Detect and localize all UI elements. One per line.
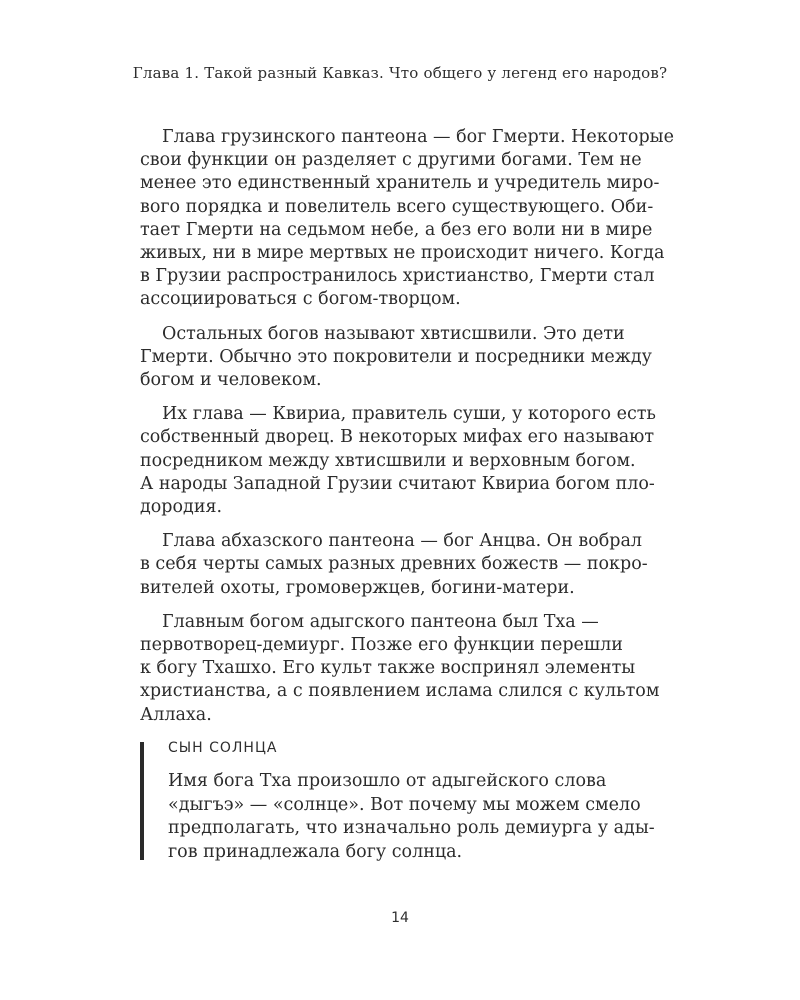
text-line: тает Гмерти на седьмом небе, а без его воли ни в мире xyxy=(140,219,653,240)
text-line: ассоциироваться с богом-творцом. xyxy=(140,289,461,310)
text-line: в себя черты самых разных древних божеств — покро- xyxy=(140,554,648,575)
text-line: вого порядка и повелитель всего существующего. Оби- xyxy=(140,196,654,217)
sidebar-box xyxy=(140,740,700,862)
sidebar-rule xyxy=(140,742,144,860)
page-number: 14 xyxy=(391,910,409,926)
text-line: свои функции он разделяет с другими богами. Тем не xyxy=(140,150,642,171)
text-line: живых, ни в мире мертвых не происходит ничего. Когда xyxy=(140,243,665,264)
sidebar-line: предполагать, что изначально роль демиурга у ады- xyxy=(168,818,655,838)
paragraph-khvtisshvili xyxy=(140,323,688,393)
text-line: собственный дворец. В некоторых мифах его называют xyxy=(140,427,655,448)
sidebar-line: Имя бога Тха произошло от адыгейского слова xyxy=(168,771,607,791)
text-line: вителей охоты, громовержцев, богини-матери. xyxy=(140,577,575,598)
text-line: Остальных богов называют хвтисшвили. Это дети xyxy=(162,323,625,344)
body-text xyxy=(140,126,688,738)
sidebar-line: гов принадлежала богу солнца. xyxy=(168,841,463,862)
text-line: к богу Тхашхо. Его культ также воспринял элементы xyxy=(140,658,636,679)
sidebar-line: «дыгъэ» — «солнце». Вот почему мы можем смело xyxy=(168,794,641,815)
text-line: менее это единственный хранитель и учредитель миро- xyxy=(140,173,660,194)
text-line: Их глава — Квириа, правитель суши, у которого есть xyxy=(162,404,656,425)
text-line: Глава грузинского пантеона — бог Гмерти. Некоторые xyxy=(162,127,674,147)
text-line: христианства, а с появлением ислама слился с культом xyxy=(140,681,660,702)
text-line: Аллаха. xyxy=(140,704,212,725)
text-line: богом и человеком. xyxy=(140,370,322,391)
paragraph-antsva xyxy=(140,530,688,600)
text-line: дородия. xyxy=(140,497,223,518)
text-line: в Грузии распространилось христианство, Гмерти стал xyxy=(140,266,655,287)
running-header: Глава 1. Такой разный Кавказ. Что общего у легенд его народов? xyxy=(132,64,668,82)
text-line: первотворец-демиург. Позже его функции перешли xyxy=(140,635,623,656)
text-line: Главным богом адыгского пантеона был Тха — xyxy=(162,611,599,632)
text-line: Глава абхазского пантеона — бог Анцва. Он вобрал xyxy=(162,531,643,552)
text-line: Гмерти. Обычно это покровители и посредники между xyxy=(140,346,652,367)
sidebar-title: СЫН СОЛНЦА xyxy=(168,740,278,756)
paragraph-tkha xyxy=(140,611,688,727)
text-line: посредником между хвтисшвили и верховным богом. xyxy=(140,450,636,471)
paragraph-gmerti xyxy=(140,126,688,312)
text-line: А народы Западной Грузии считают Квириа богом пло- xyxy=(140,473,655,494)
paragraph-kviria xyxy=(140,403,688,519)
sidebar-text xyxy=(168,770,688,864)
